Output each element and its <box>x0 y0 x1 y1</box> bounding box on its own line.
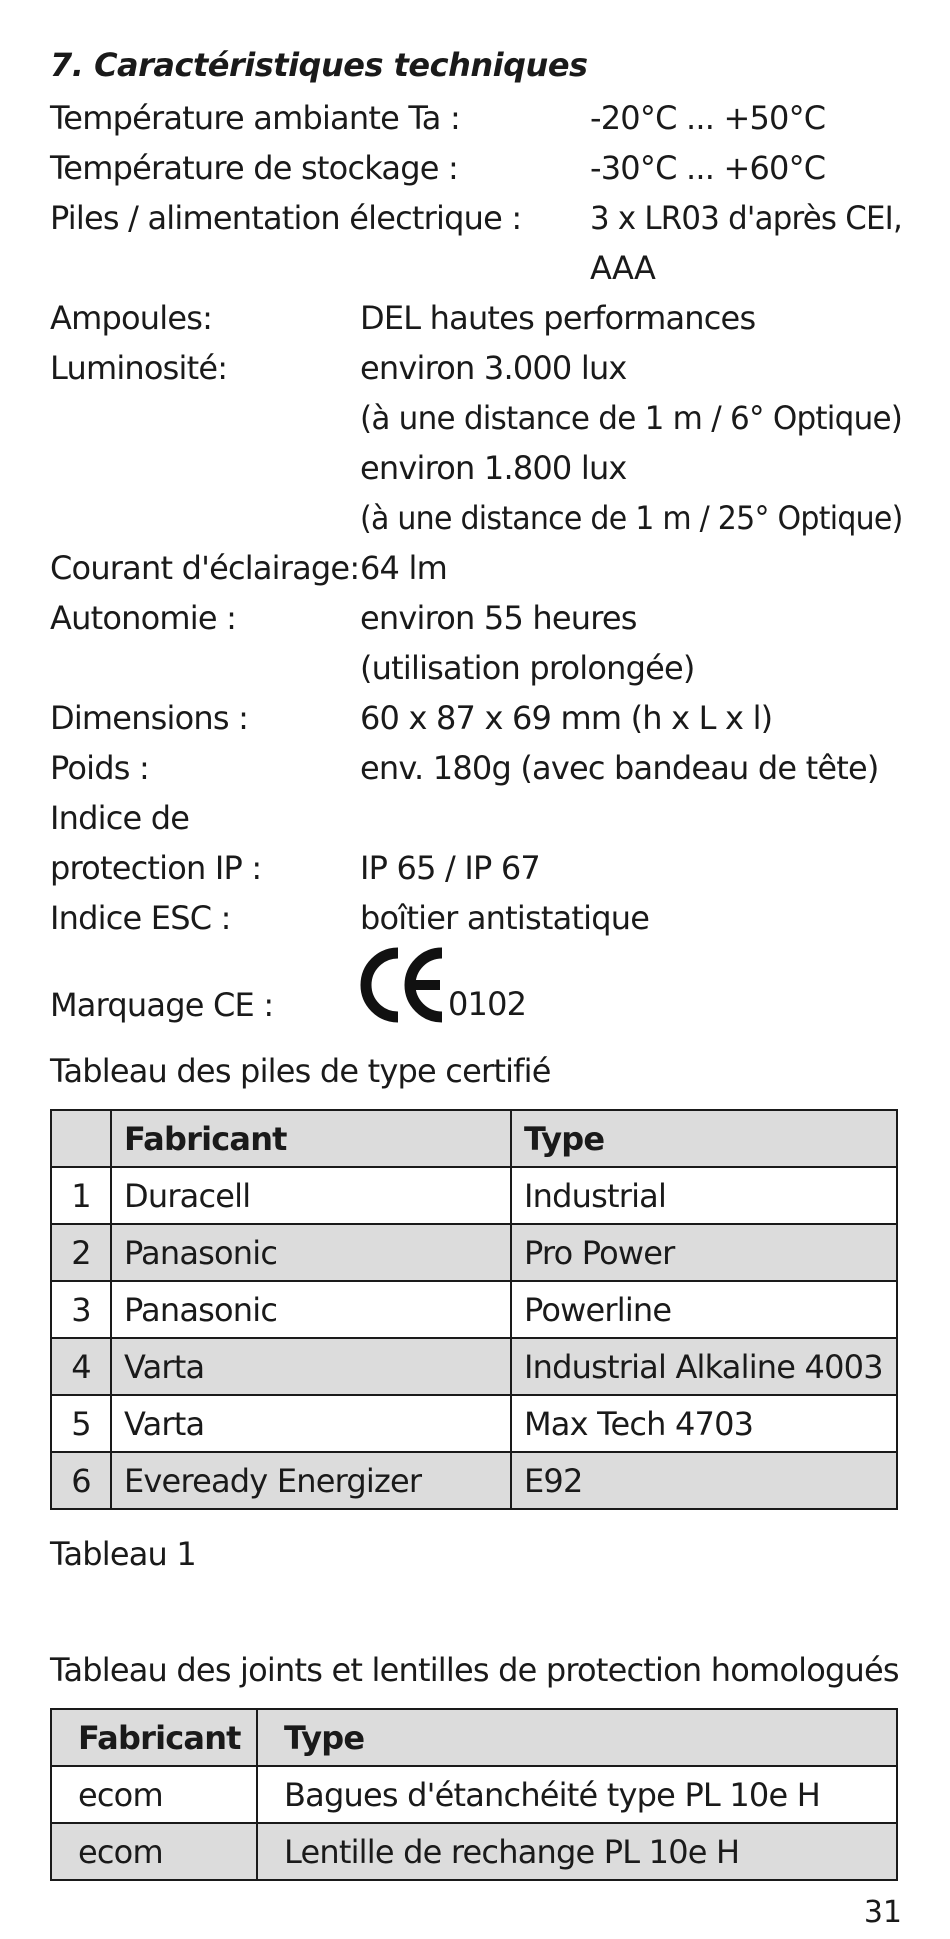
table-cell: ecom <box>51 1823 257 1880</box>
spec-value-dimensions: 60 x 87 x 69 mm (h x L x l) <box>360 699 773 737</box>
spec-label-luminosity: Luminosité: <box>50 349 228 387</box>
spec-value-batteries-cont: AAA <box>590 249 656 287</box>
spec-value-autonomy: environ 55 heures <box>360 599 637 637</box>
table-header-cell: Fabricant <box>111 1110 511 1167</box>
spec-label-ambient-temp: Température ambiante Ta : <box>50 99 460 137</box>
spec-value-weight: env. 180g (avec bandeau de tête) <box>360 749 879 787</box>
spec-value-ip-index: IP 65 / IP 67 <box>360 849 540 887</box>
table-row <box>51 1338 897 1395</box>
spec-label-ip-index-2: protection IP : <box>50 849 262 887</box>
table-header-cell: Type <box>511 1110 897 1167</box>
table-cell: Panasonic <box>111 1281 511 1338</box>
spec-value-bulbs: DEL hautes performances <box>360 299 756 337</box>
spec-label-storage-temp: Température de stockage : <box>50 149 458 187</box>
table-header-row <box>51 1110 897 1167</box>
table-cell: Bagues d'étanchéité type PL 10e H <box>257 1766 897 1823</box>
table-row <box>51 1452 897 1509</box>
table-row <box>51 1395 897 1452</box>
table-cell: 5 <box>51 1395 111 1452</box>
ce-notified-body-number: 0102 <box>448 985 527 1023</box>
battery-table <box>50 1109 898 1510</box>
table-row <box>51 1167 897 1224</box>
table-cell: Max Tech 4703 <box>511 1395 897 1452</box>
table-cell: Eveready Energizer <box>111 1452 511 1509</box>
ce-mark-icon <box>360 945 450 1025</box>
seal-table-caption: Tableau des joints et lentilles de protection homologués <box>50 1651 899 1689</box>
document-page <box>50 0 902 1939</box>
battery-table-caption: Tableau des piles de type certifié <box>50 1052 551 1090</box>
spec-label-bulbs: Ampoules: <box>50 299 213 337</box>
table-cell: E92 <box>511 1452 897 1509</box>
table-header-cell: Fabricant <box>51 1709 257 1766</box>
table-cell: Lentille de rechange PL 10e H <box>257 1823 897 1880</box>
table-cell: Industrial Alkaline 4003 <box>511 1338 897 1395</box>
table-row <box>51 1224 897 1281</box>
spec-label-ip-index-1: Indice de <box>50 799 190 837</box>
table-cell: Pro Power <box>511 1224 897 1281</box>
table-header-cell <box>51 1110 111 1167</box>
spec-value-luminosity-2: environ 1.800 lux <box>360 449 627 487</box>
spec-value-autonomy-note: (utilisation prolongée) <box>360 649 695 687</box>
battery-table-footnote: Tableau 1 <box>50 1535 196 1573</box>
table-cell: Industrial <box>511 1167 897 1224</box>
table-row <box>51 1823 897 1880</box>
table-cell: 1 <box>51 1167 111 1224</box>
spec-value-ambient-temp: -20°C ... +50°C <box>590 99 826 137</box>
spec-value-luminosity-note-2: (à une distance de 1 m / 25° Optique) <box>360 499 903 537</box>
spec-value-luminosity-1: environ 3.000 lux <box>360 349 627 387</box>
spec-label-batteries: Piles / alimentation électrique : <box>50 199 522 237</box>
table-cell: Powerline <box>511 1281 897 1338</box>
table-cell: Varta <box>111 1338 511 1395</box>
table-cell: Duracell <box>111 1167 511 1224</box>
spec-value-storage-temp: -30°C ... +60°C <box>590 149 826 187</box>
table-header-cell: Type <box>257 1709 897 1766</box>
spec-label-autonomy: Autonomie : <box>50 599 237 637</box>
spec-label-weight: Poids : <box>50 749 149 787</box>
table-cell: Panasonic <box>111 1224 511 1281</box>
table-cell: 6 <box>51 1452 111 1509</box>
spec-value-luminosity-note-1: (à une distance de 1 m / 6° Optique) <box>360 399 903 437</box>
section-title: 7. Caractéristiques techniques <box>50 46 588 84</box>
spec-value-batteries: 3 x LR03 d'après CEI, <box>590 199 902 237</box>
seal-table <box>50 1708 898 1881</box>
page-number: 31 <box>863 1895 902 1930</box>
table-cell: 2 <box>51 1224 111 1281</box>
table-cell: 3 <box>51 1281 111 1338</box>
table-cell: Varta <box>111 1395 511 1452</box>
spec-label-esd-index: Indice ESC : <box>50 899 231 937</box>
spec-label-dimensions: Dimensions : <box>50 699 249 737</box>
table-row <box>51 1766 897 1823</box>
ce-marking-label: Marquage CE : <box>50 986 274 1024</box>
table-cell: ecom <box>51 1766 257 1823</box>
spec-value-luminous-flux: 64 lm <box>360 549 447 587</box>
table-row <box>51 1281 897 1338</box>
table-cell: 4 <box>51 1338 111 1395</box>
table-header-row <box>51 1709 897 1766</box>
spec-value-esd-index: boîtier antistatique <box>360 899 650 937</box>
spec-label-luminous-flux: Courant d'éclairage: <box>50 549 360 587</box>
